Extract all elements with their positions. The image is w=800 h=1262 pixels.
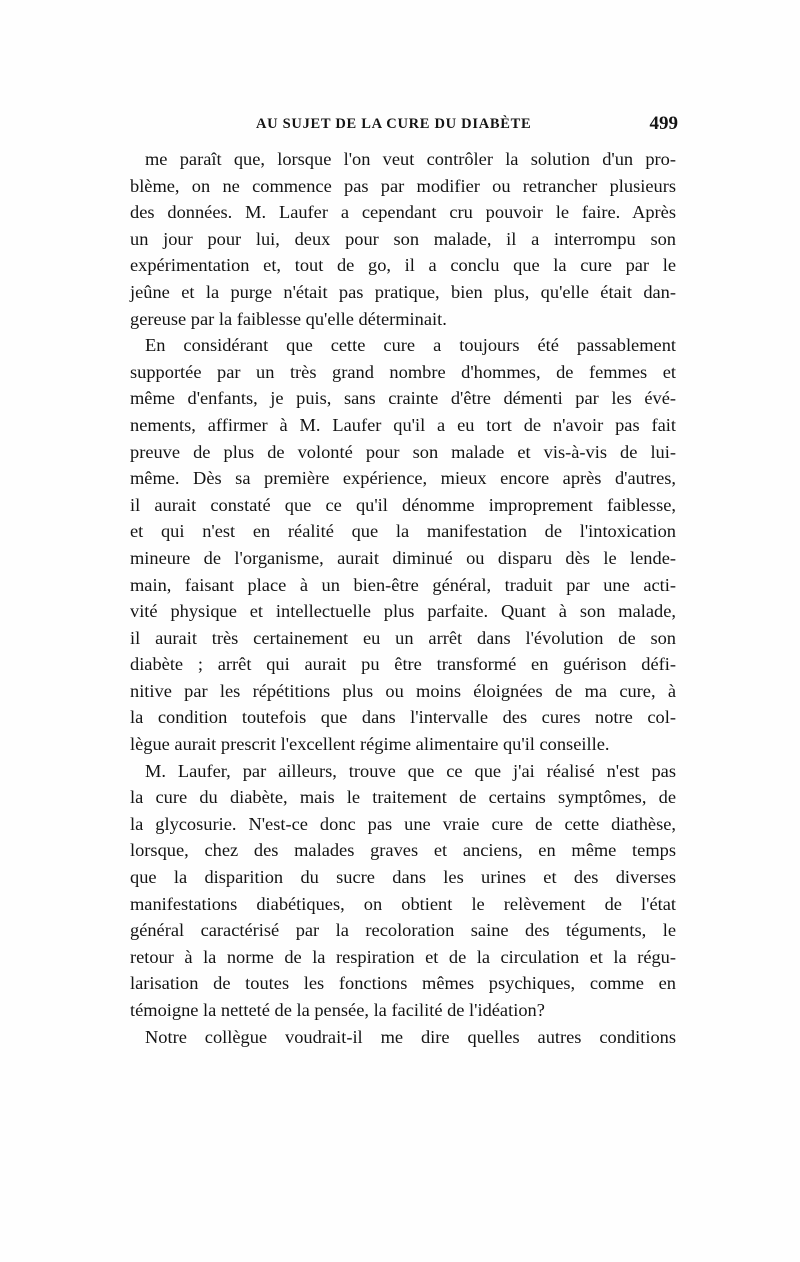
text-line: témoigne la netteté de la pensée, la facilité de l'idéation?	[130, 1000, 545, 1020]
text-line: jeûne et la purge n'était pas pratique, bien plus, qu'elle était dan-	[130, 281, 676, 302]
text-line: diabète ; arrêt qui aurait pu être transformé en guérison défi-	[130, 654, 676, 675]
text-line: lorsque, chez des malades graves et anciens, en même temps	[130, 840, 676, 861]
page-number: 499	[649, 113, 678, 134]
text-line: des données. M. Laufer a cependant cru pouvoir le faire. Après	[130, 202, 676, 223]
text-line: et qui n'est en réalité que la manifestation de l'intoxication	[130, 521, 676, 542]
text-line: expérimentation et, tout de go, il a conclu que la cure par le	[130, 255, 676, 276]
text-line: supportée par un très grand nombre d'hommes, de femmes et	[130, 361, 676, 382]
text-line: que la disparition du sucre dans les urines et des diverses	[130, 867, 676, 888]
text-line: larisation de toutes les fonctions mêmes psychiques, comme en	[130, 973, 676, 994]
text-line: En considérant que cette cure a toujours été passablement	[145, 335, 676, 356]
page-header	[128, 114, 680, 138]
text-line: Notre collègue voudrait-il me dire quelles autres conditions	[145, 1026, 676, 1047]
text-line: main, faisant place à un bien-être général, traduit par une acti-	[130, 574, 676, 595]
text-line: général caractérisé par la recoloration saine des téguments, le	[130, 920, 676, 941]
text-line: mineure de l'organisme, aurait diminué ou disparu dès le lende-	[130, 547, 676, 568]
running-head: AU SUJET DE LA CURE DU DIABÈTE	[256, 116, 532, 132]
text-line: vité physique et intellectuelle plus parfaite. Quant à son malade,	[130, 601, 676, 622]
text-line: la condition toutefois que dans l'intervalle des cures notre col-	[130, 707, 676, 728]
text-line: il aurait constaté que ce qu'il dénomme improprement faiblesse,	[130, 494, 676, 515]
text-line: la glycosurie. N'est-ce donc pas une vraie cure de cette diathèse,	[130, 813, 676, 834]
text-line: la cure du diabète, mais le traitement de certains symptômes, de	[130, 787, 676, 808]
paragraph	[130, 1024, 676, 1051]
text-line: M. Laufer, par ailleurs, trouve que ce que j'ai réalisé n'est pas	[145, 760, 676, 781]
text-line: me paraît que, lorsque l'on veut contrôler la solution d'un pro-	[145, 149, 676, 169]
text-line: nements, affirmer à M. Laufer qu'il a eu tort de n'avoir pas fait	[130, 414, 676, 435]
text-line: manifestations diabétiques, on obtient le relèvement de l'état	[130, 893, 676, 914]
paragraph	[130, 332, 676, 758]
text-line: nitive par les répétitions plus ou moins éloignées de ma cure, à	[130, 680, 676, 701]
text-line: même d'enfants, je puis, sans crainte d'être démenti par les évé-	[130, 388, 676, 409]
paragraph	[130, 758, 676, 1024]
paragraph	[130, 146, 676, 332]
text-line: il aurait très certainement eu un arrêt dans l'évolution de son	[130, 627, 676, 648]
text-line: preuve de plus de volonté pour son malade et vis-à-vis de lui-	[130, 441, 676, 462]
text-line: gereuse par la faiblesse qu'elle déterminait.	[130, 308, 447, 329]
body-text	[130, 146, 676, 1050]
text-line: un jour pour lui, deux pour son malade, il a interrompu son	[130, 228, 676, 249]
text-line: même. Dès sa première expérience, mieux encore après d'autres,	[130, 468, 676, 489]
text-line: retour à la norme de la respiration et de la circulation et la régu-	[130, 946, 676, 967]
text-line: lègue aurait prescrit l'excellent régime alimentaire qu'il conseille.	[130, 734, 610, 755]
text-line: blème, on ne commence pas par modifier ou retrancher plusieurs	[130, 175, 676, 196]
